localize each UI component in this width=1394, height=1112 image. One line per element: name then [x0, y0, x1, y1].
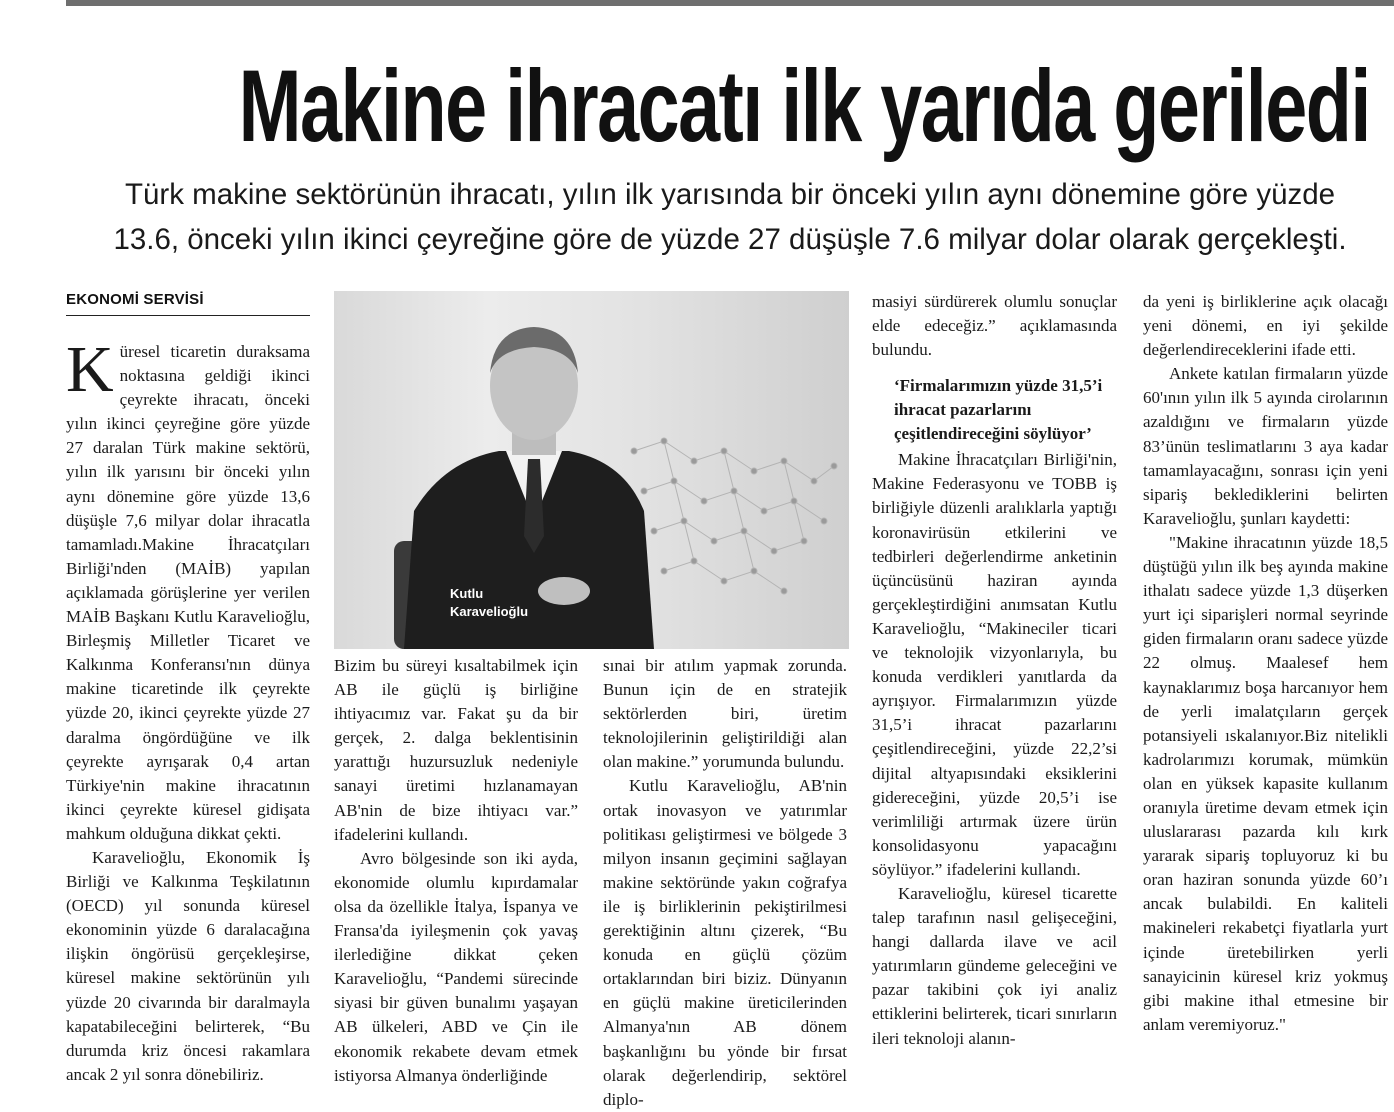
column-4-paragraph-3: Karavelioğlu, küresel ticarette talep tarafının nasıl gelişeceğini, hangi dallarda ilave ve acil yatırımların gündeme geleceğini ve pazar takibini çok iyi analiz ettiklerini belirterek, ticari sınırların ileri teknoloji alanın-: [872, 883, 1117, 1048]
byline: EKONOMİ SERVİSİ: [66, 289, 310, 316]
column-3-paragraph-1: sınai bir atılım yapmak zorunda. Bunun için de en stratejik sektörlerden biri, üretim teknolojilerinin geliştirildiği alan olan makine.” yorumunda bulundu.: [603, 656, 847, 772]
column-5-paragraph-1: da yeni iş birliklerine açık olacağı yeni dönemi, en iyi şekilde değerlendireceklerini ifade etti.: [1143, 292, 1388, 360]
column-5-paragraph-2: Ankete katılan firmaların yüzde 60'ının yılın ilk 5 ayında cirolarının azaldığını ve firmaların yüzde 83’ünün teslimatlarını 3 aya kadar tamamlayacağını, sonrası için yeni sipariş beklediklerini belirten Karavelioğlu, şunları kaydetti:: [1143, 364, 1388, 528]
column-4-paragraph-1: masiyi sürdürerek olumlu sonuçlar elde edeceğiz.” açıklamasında bulundu.: [872, 292, 1117, 360]
deck-line-1: Türk makine sektörünün ihracatı, yılın ilk yarısında bir önceki yılın aynı dönemine göre yüzde: [124, 178, 1336, 211]
subheading: ‘Firmalarımızın yüzde 31,5’i ihracat pazarlarını çeşitlendireceğini söylüyor’: [894, 376, 1103, 444]
column-1-paragraph-2: Karavelioğlu, Ekonomik İş Birliği ve Kalkınma Teşkilatının (OECD) yıl sonunda küresel ekonominin yüzde 6 daralacağına ilişkin öngörüsü gerçekleşirse, küresel makine sektörünün yılı yüzde 20 civarında bir daralmayla kapatabileceğini belirterek, “Bu durumda kriz öncesi rakamlara ancak 2 yıl sonra dönebiliriz.: [66, 847, 310, 1084]
article-photo: [334, 291, 849, 649]
photo-caption: [450, 585, 528, 621]
article-column-1: [66, 333, 310, 1087]
column-3-paragraph-2: Kutlu Karavelioğlu, AB'nin ortak inovasyon ve yatırımlar politikası geliştirmesi ve bölgede 3 milyon insanın geçimini sağlayan makine sektöründe yakın coğrafya ile iş birliklerinin pekiştirilmesi gerektiğinin altını çizerek, “Bu konuda en güçlü çözüm ortaklarından biri biziz. Dünyanın en güçlü makine üreticilerinden Almanya'nın AB dönem başkanlığını bu yönde bir fırsat olarak değerlendirip, sektörel diplo-: [603, 776, 847, 1109]
deck-line-2: 13.6, önceki yılın ikinci çeyreğine göre de yüzde 27 düşüşle 7.6 milyar dolar olarak gerçekleşti.: [113, 223, 1347, 256]
photo-caption-line-1: Kutlu: [450, 586, 484, 601]
article-column-4: [872, 290, 1117, 1051]
drop-cap: K: [66, 333, 114, 406]
top-rule: [66, 0, 1394, 6]
column-1-paragraph-1: [66, 333, 310, 846]
column-5-paragraph-3: "Makine ihracatının yüzde 18,5 düştüğü yılın ilk beş ayında makine ithalatı sadece yüzde 1,3 düşerken yurt içi siparişleri normal seyrinde giden firmaların oranı sadece yüzde 22 olmuş. Maalesef hem kaynaklarımız boşa harcanıyor hem de yerli imalatçıların gerçek potansiyeli ıskalanıyor.Biz nitelikli kadrolarımızı korumak, mümkün olan en yüksek kapasite kullanım oranıyla üretime devam etmek için uluslararası pazarda kılı kırk yararak sipariş topluyoruz ki bu oran haziran sonunda yüzde 60’ı ancak bulabildi. En kaliteli makineleri rekabetçi fiyatlarla yurt içinde üretebilirken yerli sanayicinin küresel kriz yokmuş gibi makine ithal etmesine bir anlam veremiyoruz.": [1143, 532, 1388, 1034]
column-1-paragraph-1-text: üresel ticaretin duraksama noktasına geldiği ikinci çeyrekte ihracatı, önceki yılın ikinci çeyreğine göre yüzde 27 daralan Türk makine sektörü, yılın ilk yarısını bir önceki yılın aynı dönemine göre yüzde 13,6 düşüşle 7,6 milyar dolar ihracatla tamamladı.Makine İhracatçıları Birliği'nden (MAİB) yapılan açıklamada görüşlerine yer verilen MAİB Başkanı Kutlu Karavelioğlu, Birleşmiş Milletler Ticaret ve Kalkınma Konferansı'nın dünya makine ticaretinde ilk çeyrekte yüzde 20, ikinci çeyrekte yüzde 27 daralma öngördüğüne ve ilk çeyrekte ayrışarak 0,4 artan Türkiye'nin makine ihracatının ikinci çeyrekte küresel gidişata mahkum olduğuna dikkat çekti.: [66, 342, 310, 843]
article-column-2: [334, 654, 578, 1088]
headline: Makine ihracatı ilk yarıda geriledi: [238, 49, 1370, 163]
photo-caption-line-2: Karavelioğlu: [450, 604, 529, 619]
article-column-5: [1143, 290, 1388, 1037]
column-2-paragraph-2: Avro bölgesinde son iki ayda, ekonomide olumlu kıpırdamalar olsa da özellikle İtalya, İspanya ve Fransa'da iyileşmenin çok yavaş ilerlediğine dikkat çeken Karavelioğlu, “Pandemi sürecinde siyasi bir güven bunalımı yaşayan AB ülkeleri, ABD ve Çin ile ekonomik rekabete devam etmek istiyorsa Almanya önderliğinde: [334, 848, 578, 1085]
portrait-illustration: [334, 291, 849, 649]
column-4-paragraph-2: Makine İhracatçıları Birliği'nin, Makine Federasyonu ve TOBB iş birliğiyle düzenli aralıklarla yaptığı koronavirüsün etkilerini ve tedbirleri değerlendirme anketinin üçüncüsünü haziran ayında gerçekleştirdiğini anımsatan Kutlu Karavelioğlu, “Makineciler ticari ve teknolojik vizyonlarıyla, bu konuda verdikleri yanıtlarda da ayrışıyor. Firmalarımızın yüzde 31,5’i ihracat pazarlarını çeşitlendireceğini, yüzde 22,2’si dijital altyapısındaki eksiklerini gidereceğini, yüzde 20,5’i ise verimliliği artırmak üzere ürün konsolidasyonu yapacağını söylüyor.” ifadelerini kullandı.: [872, 450, 1117, 879]
deck: [66, 172, 1394, 262]
article-column-3: [603, 654, 847, 1112]
column-2-paragraph-1: Bizim bu süreyi kısaltabilmek için AB ile güçlü iş birliğine ihtiyacımız var. Fakat şu da bir gerçek, 2. dalga beklentisinin yarattığı huzursuzluk nedeniyle sanayi üretimi hızlanamayan AB'nin de bize ihtiyacı var.” ifadelerini kullandı.: [334, 656, 578, 844]
